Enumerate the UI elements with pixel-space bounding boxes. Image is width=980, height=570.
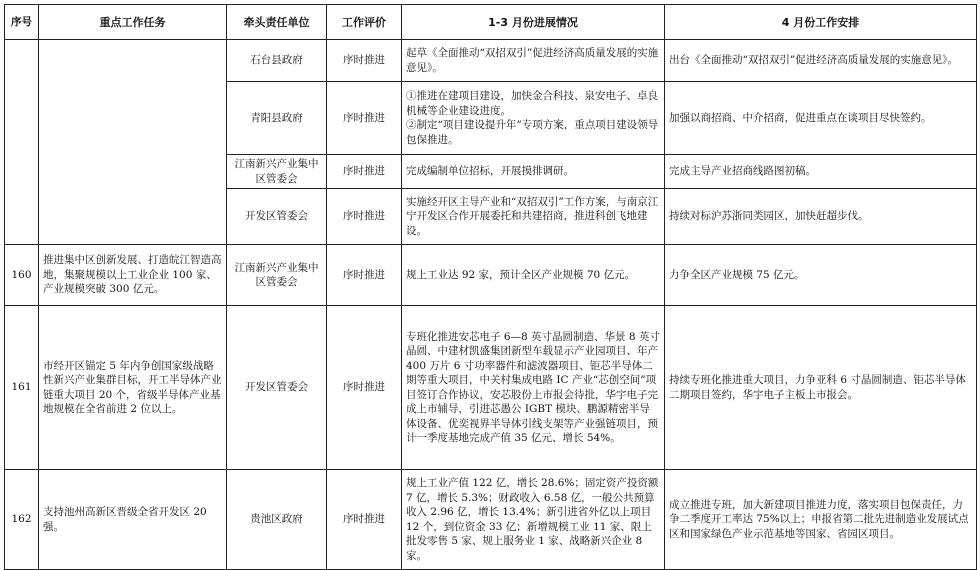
row-no: 162 <box>5 470 39 570</box>
progress-line: ①推进在建项目建设，加快金合科技、泉安电子、卓良机械等企业建设进度。 <box>406 90 658 117</box>
row-unit: 青阳县政府 <box>227 82 327 155</box>
row-progress <box>402 306 665 470</box>
header-unit: 牵头责任单位 <box>227 5 327 40</box>
row-no: 160 <box>5 245 39 306</box>
row-task <box>39 40 227 245</box>
progress-line: 实施经开区主导产业和“双招双引”工作方案，与南京江宁开发区合作开展委托和共建招商，推进科创飞地建设。 <box>406 195 659 237</box>
row-eval: 序时推进 <box>327 306 402 470</box>
table-row <box>5 245 977 306</box>
row-plan: 完成主导产业招商线路图初稿。 <box>665 155 977 189</box>
row-unit: 江南新兴产业集中区管委会 <box>227 245 327 306</box>
row-eval: 序时推进 <box>327 82 402 155</box>
table-row <box>5 40 977 82</box>
row-unit: 开发区管委会 <box>227 306 327 470</box>
row-unit: 江南新兴产业集中区管委会 <box>227 155 327 189</box>
row-eval: 序时推进 <box>327 155 402 189</box>
row-task: 支持池州高新区晋级全省开发区 20 强。 <box>39 470 227 570</box>
progress-line: 规上工业达 92 家，预计全区产业规模 70 亿元。 <box>406 268 636 281</box>
work-plan-table <box>4 4 977 570</box>
header-task: 重点工作任务 <box>39 5 227 40</box>
row-progress <box>402 40 665 82</box>
progress-line: ②制定“项目建设提升年”专项方案，重点项目建设领导包保推进。 <box>406 119 659 146</box>
row-task: 市经开区锚定 5 年内争创国家级战略性新兴产业集群目标，开工半导体产业链重大项目 20 个，省级半导体产业基地规模在全省前进 2 位以上。 <box>39 306 227 470</box>
progress-line: 规上工业产值 122 亿，增长 28.6%；固定资产投资额 7 亿，增长 5.3%；财政收入 6.58 亿，一般公共预算收入 2.96 亿，增长 13.4%；新引进省外亿以上项目 12 个，到位资金 33 亿；新增规模工业 11 家、限上批发零售 5 家、规上服务业 1 家、战略新兴企业 8 家。 <box>406 477 659 562</box>
table-row <box>5 470 977 570</box>
header-progress: 1-3 月份进展情况 <box>402 5 665 40</box>
row-eval: 序时推进 <box>327 40 402 82</box>
progress-line: 起草《全面推动“双招双引”促进经济高质量发展的实施意见》。 <box>406 47 659 74</box>
row-plan: 成立推进专班，加大新建项目推进力度，落实项目包保责任，力争二季度开工率达 75%以上；申报省第二批先进制造业发展试点区和国家绿色产业示范基地等国家、省园区项目。 <box>665 470 977 570</box>
row-plan: 力争全区产业规模 75 亿元。 <box>665 245 977 306</box>
row-plan: 出台《全面推动“双招双引”促进经济高质量发展的实施意见》。 <box>665 40 977 82</box>
row-eval: 序时推进 <box>327 470 402 570</box>
table-row <box>5 306 977 470</box>
header-no: 序号 <box>5 5 39 40</box>
progress-line: 专班化推进安芯电子 6—8 英寸晶圆制造、华景 8 英寸晶圆、中建材凯盛集团新型车载显示产业园项目、年产 400 万片 6 寸功率器件和滤波器项目、钜芯半导体二期等重大项目，中关村集成电路 IC 产业“芯创空间”项目签订合作协议，安芯股份上市报会待批，华宇电子完成上市辅导，引进芯愚公 IGBT 模块、鹏源精密半导体设备、优奕视界半导体引线支架等产业强链项目，预计一季度基地完成产值 35 亿元、增长 54%。 <box>406 330 660 444</box>
header-row <box>5 5 977 40</box>
row-progress <box>402 82 665 155</box>
row-plan: 加强以商招商、中介招商，促进重点在谈项目尽快签约。 <box>665 82 977 155</box>
row-progress <box>402 189 665 245</box>
header-plan: 4 月份工作安排 <box>665 5 977 40</box>
row-plan: 持续对标沪苏浙同类园区，加快赶超步伐。 <box>665 189 977 245</box>
row-plan: 持续专班化推进重大项目，力争亚科 6 寸晶圆制造、钜芯半导体二期项目签约，华宇电子主板上市报会。 <box>665 306 977 470</box>
row-eval: 序时推进 <box>327 245 402 306</box>
row-task: 推进集中区创新发展、打造皖江智造高地，集聚规模以上工业企业 100 家、产业规模突破 300 亿元。 <box>39 245 227 306</box>
row-unit: 石台县政府 <box>227 40 327 82</box>
row-eval: 序时推进 <box>327 189 402 245</box>
row-unit: 贵池区政府 <box>227 470 327 570</box>
row-unit: 开发区管委会 <box>227 189 327 245</box>
row-progress <box>402 245 665 306</box>
row-no: 161 <box>5 306 39 470</box>
row-progress <box>402 470 665 570</box>
row-progress <box>402 155 665 189</box>
progress-line: 完成编制单位招标，开展摸排调研。 <box>406 165 574 178</box>
header-eval: 工作评价 <box>327 5 402 40</box>
row-no <box>5 40 39 245</box>
